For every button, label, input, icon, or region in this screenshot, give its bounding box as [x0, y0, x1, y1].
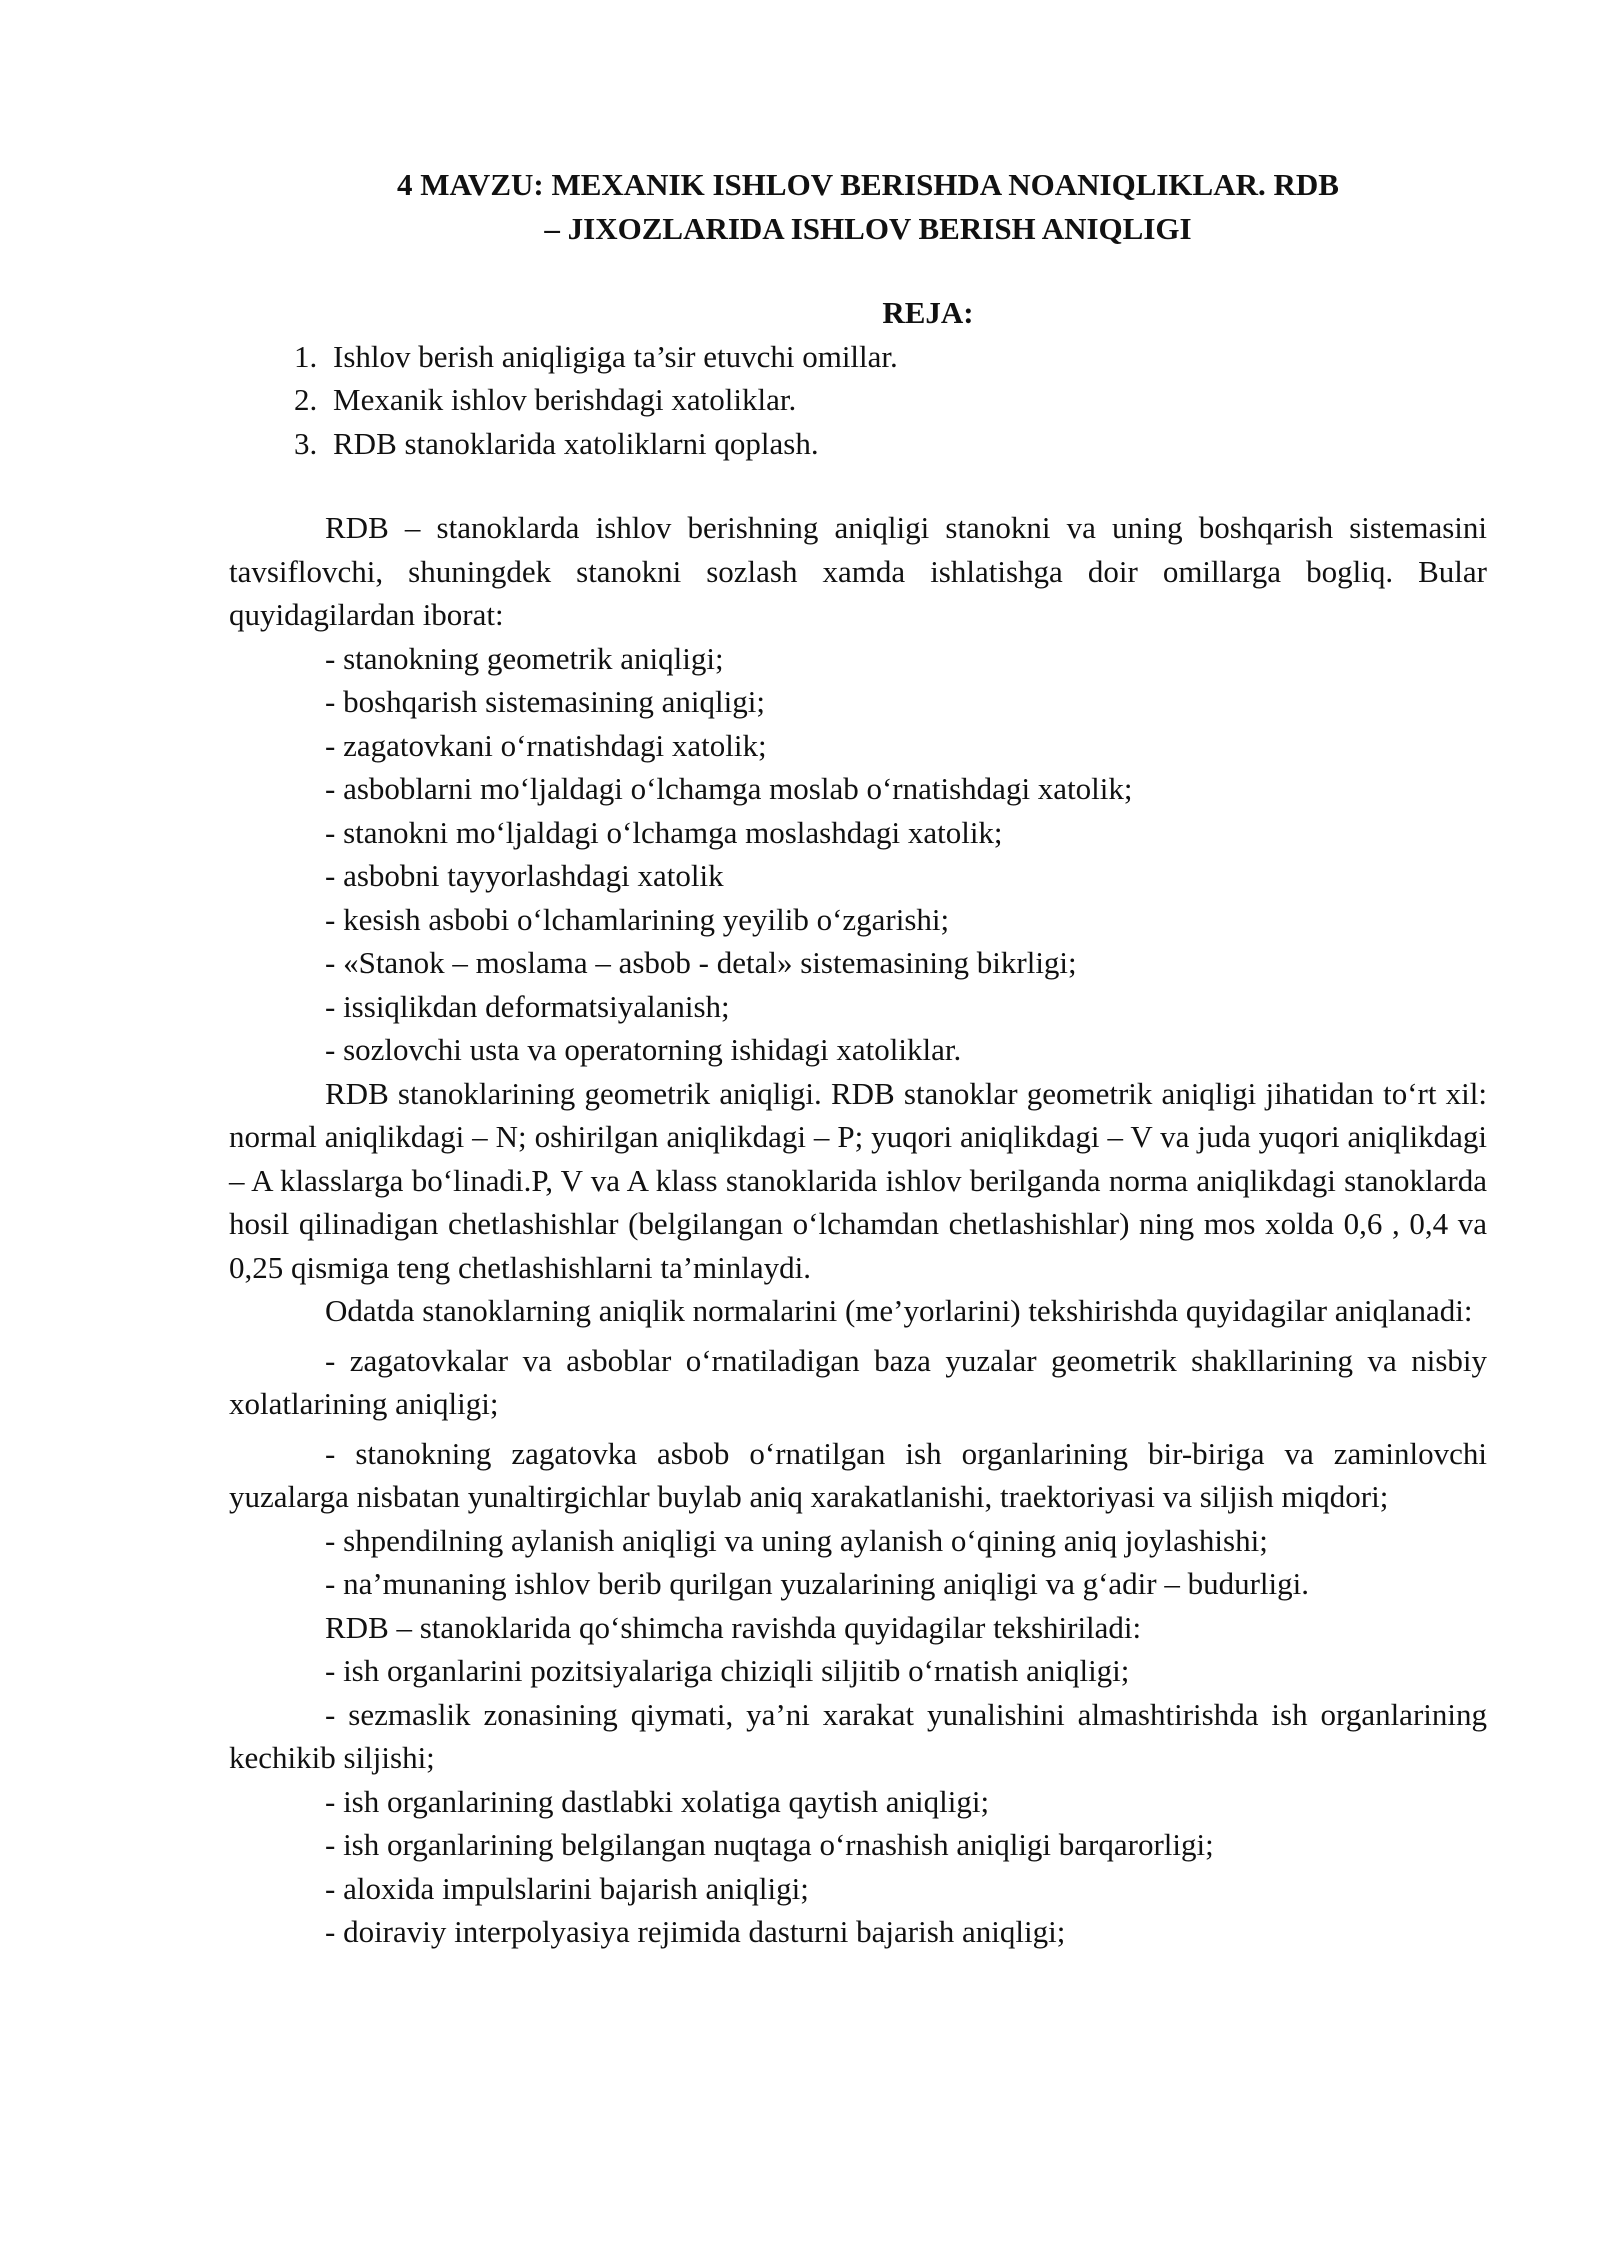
factor-item: - asboblarni mo‘ljaldagi o‘lchamga moslab o‘rnatishdagi xatolik; — [325, 771, 1133, 806]
factor-item: - sozlovchi usta va operatorning ishidagi xatoliklar. — [325, 1032, 962, 1067]
plan-item: 3. RDB stanoklarida xatoliklarni qoplash. — [325, 422, 1487, 466]
factor-item: - asbobni tayyorlashdagi xatolik — [325, 858, 724, 893]
document-content — [229, 163, 1487, 1954]
norms-list — [229, 1339, 1487, 1606]
plan-list — [229, 335, 1487, 466]
factor-item: - «Stanok – moslama – asbob - detal» sistemasining bikrligi; — [325, 945, 1077, 980]
extra-checks-list — [229, 1649, 1487, 1954]
factors-list — [229, 637, 1487, 1072]
norms-item: - na’munaning ishlov berib qurilgan yuzalarining aniqligi va g‘adir – budurligi. — [325, 1566, 1310, 1601]
norms-paragraph: Odatda stanoklarning aniqlik normalarini (me’yorlarini) tekshirishda quyidagilar aniqlanadi: — [325, 1293, 1473, 1328]
extra-item: - ish organlarining dastlabki xolatiga qaytish aniqligi; — [325, 1783, 990, 1819]
norms-item: - zagatovkalar va asboblar o‘rnatiladigan baza yuzalar geometrik shakllarining va nisbiy xolatlarining aniqligi; — [229, 1342, 1487, 1421]
title-line-2: – JIXOZLARIDA ISHLOV BERISH ANIQLIGI — [544, 211, 1192, 246]
title-line-1: 4 MAVZU: MEXANIK ISHLOV BERISHDA NOANIQLIKLAR. RDB — [397, 167, 1339, 202]
factor-item: - stanokni mo‘ljaldagi o‘lchamga moslashdagi xatolik; — [325, 814, 1003, 850]
factor-item: - kesish asbobi o‘lchamlarining yeyilib o‘zgarishi; — [325, 901, 950, 937]
extra-item: - doiraviy interpolyasiya rejimida dasturni bajarish aniqligi; — [325, 1914, 1066, 1949]
extra-item: - aloxida impulslarini bajarish aniqligi; — [325, 1870, 809, 1906]
plan-heading: REJA: — [882, 295, 974, 330]
norms-item: - shpendilning aylanish aniqligi va uning aylanish o‘qining aniq joylashishi; — [325, 1522, 1268, 1558]
factor-item: - stanokning geometrik aniqligi; — [325, 640, 724, 676]
extra-item: - ish organlarining belgilangan nuqtaga o‘rnashish aniqligi barqarorligi; — [325, 1827, 1214, 1862]
norms-item: - stanokning zagatovka asbob o‘rnatilgan ish organlarining bir-biriga va zaminlovchi yuzalarga nisbatan yunaltirgichlar buylab aniq xarakatlanishi, traektoriyasi va siljish miqdori; — [229, 1435, 1487, 1514]
plan-item: 2. Mexanik ishlov berishdagi xatoliklar. — [325, 378, 1487, 422]
factor-item: - zagatovkani o‘rnatishdagi xatolik; — [325, 727, 767, 763]
plan-item: 1. Ishlov berish aniqligiga ta’sir etuvchi omillar. — [325, 335, 1487, 379]
geometric-accuracy-paragraph: RDB stanoklarining geometrik aniqligi. RDB stanoklar geometrik aniqligi jihatidan to‘rt xil: normal aniqlikdagi – N; oshirilgan aniqlikdagi – P; yuqori aniqlikdagi – V va juda yuqori aniqlikdagi – A klasslarga bo‘linadi.P, V va A klass stanoklarida ishlov berilganda norma aniqlikdagi stanoklarda hosil qilinadigan chetlashishlar (belgilangan o‘lchamdan chetlashishlar) ning mos xolda 0,6 , 0,4 va 0,25 qismiga teng chetlashishlarni ta’minlaydi. — [229, 1075, 1487, 1285]
factor-item: - issiqlikdan deformatsiyalanish; — [325, 988, 730, 1024]
intro-paragraph: RDB – stanoklarda ishlov berishning aniqligi stanokni va uning boshqarish sistemasini tavsiflovchi, shuningdek stanokni sozlash xamda ishlatishga doir omillarga bogliq. Bular quyidagilardan iborat: — [229, 510, 1487, 632]
extra-item: - ish organlarini pozitsiyalariga chiziqli siljitib o‘rnatish aniqligi; — [325, 1653, 1130, 1688]
extra-checks-paragraph: RDB – stanoklarida qo‘shimcha ravishda quyidagilar tekshiriladi: — [325, 1609, 1142, 1645]
extra-item: - sezmaslik zonasining qiymati, ya’ni xarakat yunalishini almashtirishda ish organlarining kechikib siljishi; — [229, 1696, 1487, 1775]
factor-item: - boshqarish sistemasining aniqligi; — [325, 684, 765, 719]
